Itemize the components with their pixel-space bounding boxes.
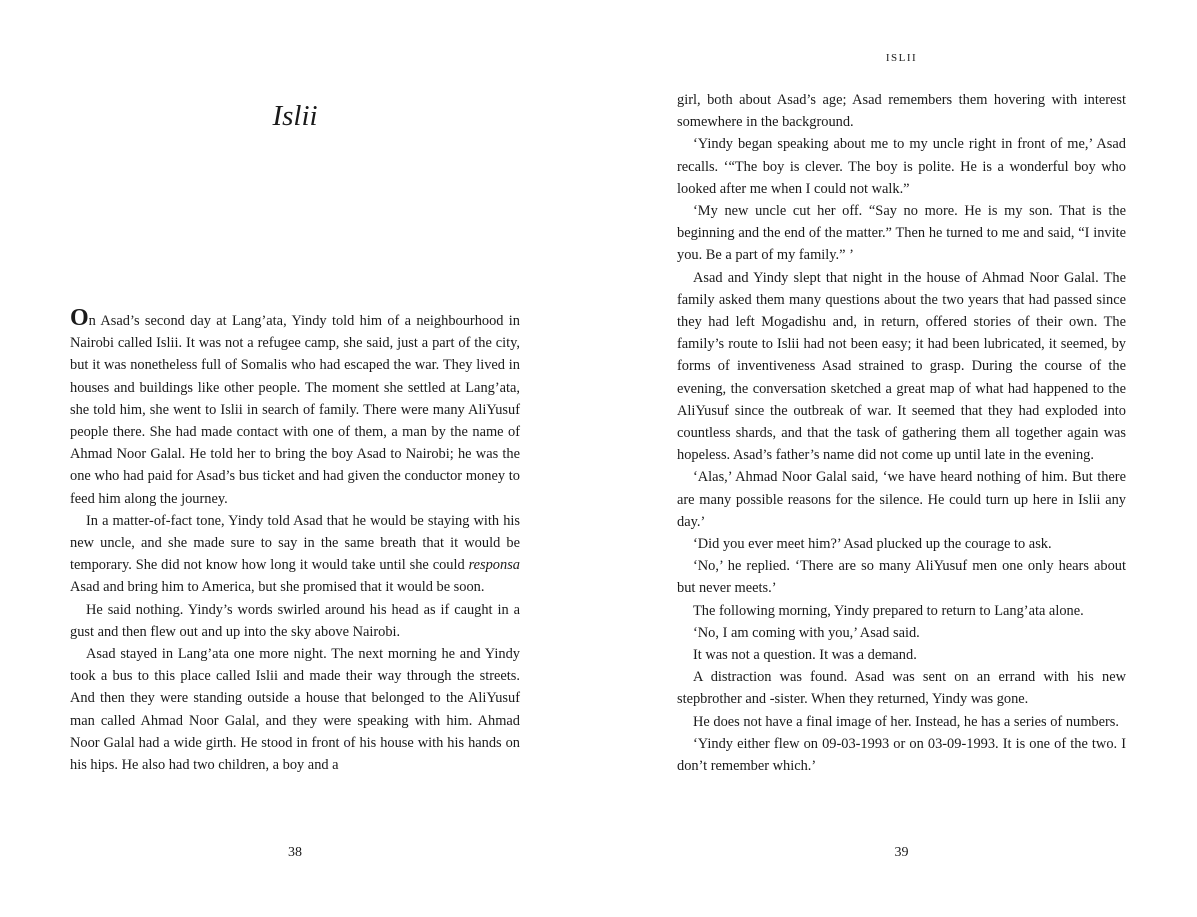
paragraph: Asad stayed in Lang’ata one more night. The next morning he and Yindy took a bus to this place called Islii and made their way through the streets. And then they were standing outside a house that belonged to the AliYusuf man called Ahmad Noor Galal, and they were speaking with him. Ahmad Noor Galal had a wide girth. He stood in front of his house with his hands on his hips. He also had two children, a boy and a (70, 646, 520, 774)
paragraph: ‘No, I am coming with you,’ Asad said. (693, 624, 920, 641)
opening-paragraph-text: n Asad’s second day at Lang’ata, Yindy told him of a neighbourhood in Nairobi called Islii. It was not a refugee camp, she said, just a part of the city, but it was nonetheless full of Somalis who had escaped the war. They lived in houses and buildings like other people. The moment she settled at Lang’ata, she told him, she went to Islii in search of family. There were many AliYusuf people there. She had made contact with one of them, a man by the name of Ahmad Noor Galal. He told her to bring the boy Asad to Nairobi; he was the one who had paid for Asad’s bus ticket and had given the conductor money to feed him along the journey. (70, 313, 520, 507)
paragraph: ‘No,’ he replied. ‘There are so many AliYusuf men one only hears about but never meets.’ (677, 558, 1126, 597)
paragraph: ‘Yindy began speaking about me to my uncle right in front of me,’ Asad recalls. ‘“The boy is clever. The boy is polite. He is a wonderful boy who looked after me when I could not walk.” (677, 136, 1126, 197)
paragraph: ‘Yindy either flew on 09-03-1993 or on 03-09-1993. It is one of the two. I don’t remember which.’ (677, 735, 1126, 775)
paragraph: It was not a question. It was a demand. (693, 647, 917, 664)
italic-word: responsa (468, 557, 520, 574)
left-page (70, 0, 520, 917)
paragraph: A distraction was found. Asad was sent on an errand with his new stepbrother and -sister. When they returned, Yindy was gone. (677, 669, 1126, 708)
paragraph: ‘Did you ever meet him?’ Asad plucked up the courage to ask. (693, 536, 1052, 553)
page-number-left: 38 (288, 845, 302, 860)
drop-cap: O (70, 305, 89, 331)
continued-paragraph: girl, both about Asad’s age; Asad remembers them hovering with interest somewhere in the background. (677, 92, 1126, 131)
paragraph: The following morning, Yindy prepared to return to Lang’ata alone. (693, 602, 1084, 619)
left-body-text (70, 305, 520, 776)
right-body-text (677, 89, 1126, 777)
chapter-title: Islii (272, 100, 318, 132)
page-number-right: 39 (894, 845, 909, 860)
paragraph: In a matter-of-fact tone, Yindy told Asad that he would be staying with his new uncle, and she made sure to say in the same breath that it would be temporary. She did not know how long it would take until she could responsa Asad and bring him to America, but she promised that it would be soon. (70, 512, 520, 596)
paragraph: ‘Alas,’ Ahmad Noor Galal said, ‘we have heard nothing of him. But there are many possible reasons for the silence. He could turn up here in Islii any day.’ (677, 469, 1126, 530)
paragraph: He does not have a final image of her. Instead, he has a series of numbers. (693, 713, 1119, 730)
paragraph: He said nothing. Yindy’s words swirled around his head as if caught in a gust and then flew out and up into the sky above Nairobi. (70, 601, 520, 640)
opening-paragraph (70, 305, 520, 510)
running-head: ISLII (885, 52, 918, 64)
right-page (677, 0, 1126, 917)
paragraph: Asad and Yindy slept that night in the house of Ahmad Noor Galal. The family asked them many questions about the two years that had passed since they had left Mogadishu and, in return, offered stories of their own. The family’s route to Islii had not been easy; it had been lubricated, it seemed, by forms of inventiveness Asad strained to grasp. During the course of the evening, the conversation sketched a great map of what had happened to the AliYusuf since the outbreak of war. It seemed that they had exploded into countless shards, and that the task of gathering them all together again was hopeless. Asad’s father’s name did not come up until late in the evening. (677, 269, 1126, 464)
paragraph: ‘My new uncle cut her off. “Say no more. He is my son. That is the beginning and the end of the matter.” Then he turned to me and said, “I invite you. Be a part of my family.” ’ (677, 203, 1126, 264)
